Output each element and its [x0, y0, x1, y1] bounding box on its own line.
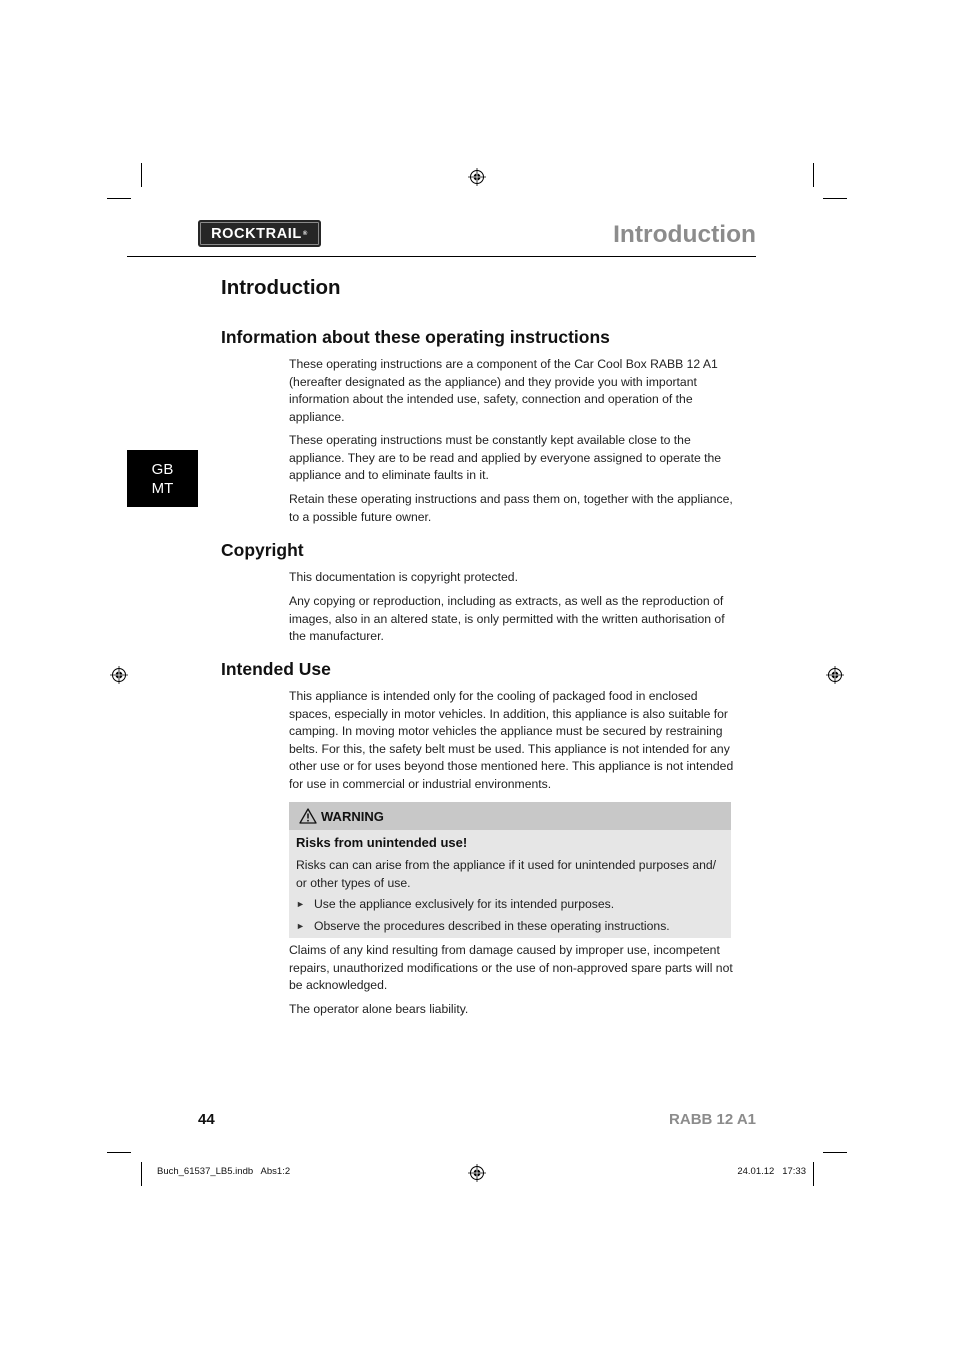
warning-text: Risks can can arise from the appliance if it used for unintended purposes and/ or other types of use. — [296, 858, 717, 890]
language-code-mt: MT — [151, 479, 174, 497]
registration-mark-icon — [826, 666, 844, 684]
arrow-bullet-icon: ► — [296, 899, 305, 909]
paragraph: These operating instructions must be constantly kept available close to the appliance. They are to be read and applied by everyone assigned to operate the appliance and to eliminate faults in it. — [289, 433, 722, 482]
section-heading: Information about these operating instructions — [221, 327, 610, 347]
language-code-gb: GB — [151, 460, 174, 478]
warning-label: WARNING — [321, 808, 384, 824]
page-title: Introduction — [221, 276, 341, 299]
section-heading: Intended Use — [221, 659, 331, 679]
list-item — [296, 918, 670, 935]
crop-mark — [823, 198, 847, 199]
brand-logo-text: ROCKTRAIL — [211, 225, 302, 242]
warning-header — [289, 802, 731, 830]
arrow-bullet-icon: ► — [296, 921, 305, 931]
registration-mark-icon — [110, 666, 128, 684]
section-heading: Copyright — [221, 540, 304, 560]
crop-mark — [823, 1152, 847, 1153]
slug-date-info: 24.01.12 17:33 — [737, 1166, 806, 1177]
running-header-title: Introduction — [613, 221, 756, 248]
paragraph: Claims of any kind resulting from damage caused by improper use, incompetent repairs, unauthorized modifications or the use of non-approved spare parts will not be acknowledged. — [289, 943, 733, 992]
brand-logo — [198, 220, 321, 247]
list-item-text: Observe the procedures described in these operating instructions. — [314, 919, 670, 933]
list-item — [296, 896, 614, 913]
paragraph: Retain these operating instructions and pass them on, together with the appliance, to a possible future owner. — [289, 492, 733, 524]
crop-mark — [813, 163, 814, 187]
paragraph: The operator alone bears liability. — [289, 1002, 469, 1016]
paragraph: This documentation is copyright protected. — [289, 570, 518, 584]
crop-mark — [141, 1162, 142, 1186]
paragraph: Any copying or reproduction, including as extracts, as well as the reproduction of images, also in an altered state, is only permitted with the written authorisation of the manufacturer. — [289, 594, 725, 643]
slug-file-info: Buch_61537_LB5.indb Abs1:2 — [157, 1166, 291, 1177]
page-number: 44 — [198, 1111, 215, 1128]
model-number: RABB 12 A1 — [669, 1111, 756, 1128]
paragraph: These operating instructions are a component of the Car Cool Box RABB 12 A1 (hereafter designated as the appliance) and they provide you with important information about the intended use, safety, connection and operation of the appliance. — [289, 357, 718, 424]
language-tab — [127, 450, 198, 507]
warning-box — [289, 802, 731, 938]
registration-mark-icon — [468, 1164, 486, 1182]
warning-subtitle: Risks from unintended use! — [296, 835, 468, 850]
registration-mark-icon — [468, 168, 486, 186]
paragraph: This appliance is intended only for the cooling of packaged food in enclosed spaces, especially in motor vehicles. In addition, this appliance is also suitable for camping. In moving motor vehicles the appliance must be secured by restraining belts. For this, the safety belt must be used. This appliance is not intended for any other use or for uses beyond those mentioned here. This appliance is not intended for use in commercial or industrial environments. — [289, 689, 734, 791]
list-item-text: Use the appliance exclusively for its intended purposes. — [314, 897, 615, 911]
brand-logo-mark: ® — [302, 230, 308, 237]
crop-mark — [813, 1162, 814, 1186]
crop-mark — [107, 1152, 131, 1153]
warning-triangle-icon — [299, 808, 317, 824]
crop-mark — [141, 163, 142, 187]
header-rule — [127, 256, 756, 257]
crop-mark — [107, 198, 131, 199]
